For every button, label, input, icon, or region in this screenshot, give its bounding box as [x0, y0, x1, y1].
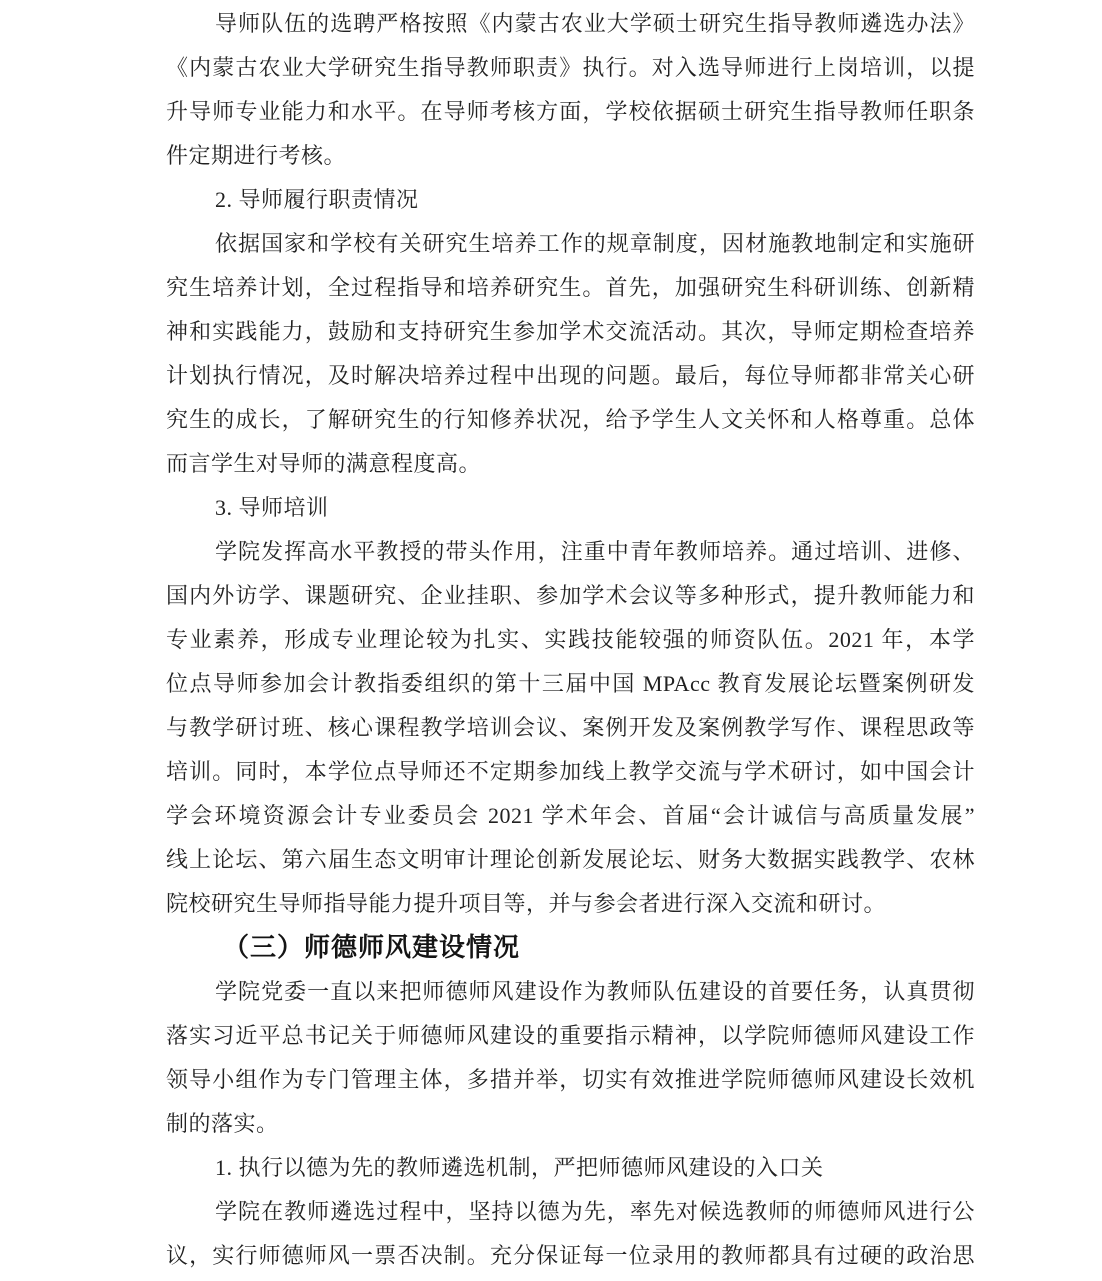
document-content — [166, 2, 975, 1278]
text-line: 神和实践能力，鼓励和支持研究生参加学术交流活动。其次，导师定期检查培养 — [166, 319, 975, 344]
text-line: 国内外访学、课题研究、企业挂职、参加学术会议等多种形式，提升教师能力和 — [166, 583, 975, 608]
text-line: 《内蒙古农业大学研究生指导教师职责》执行。对入选导师进行上岗培训，以提 — [166, 55, 975, 80]
text-line: 计划执行情况，及时解决培养过程中出现的问题。最后，每位导师都非常关心研 — [166, 363, 975, 388]
paragraph — [166, 530, 975, 926]
paragraph — [166, 970, 975, 1146]
text-line: 学院党委一直以来把师德师风建设作为教师队伍建设的首要任务，认真贯彻 — [215, 979, 975, 1004]
paragraph — [166, 222, 975, 486]
paragraph — [166, 486, 975, 530]
text-line: 议，实行师德师风一票否决制。充分保证每一位录用的教师都具有过硬的政治思 — [166, 1243, 975, 1268]
text-line: 制的落实。 — [166, 1111, 279, 1136]
text-line: 升导师专业能力和水平。在导师考核方面，学校依据硕士研究生指导教师任职条 — [166, 99, 975, 124]
text-line: 究生培养计划，全过程指导和培养研究生。首先，加强研究生科研训练、创新精 — [166, 275, 975, 300]
paragraph — [166, 1190, 975, 1278]
paragraph — [166, 178, 975, 222]
text-line: 领导小组作为专门管理主体，多措并举，切实有效推进学院师德师风建设长效机 — [166, 1067, 975, 1092]
section-heading — [166, 926, 975, 970]
paragraph — [166, 2, 975, 178]
paragraph — [166, 1146, 975, 1190]
text-line: 究生的成长，了解研究生的行知修养状况，给予学生人文关怀和人格尊重。总体 — [166, 407, 975, 432]
text-line: 3. 导师培训 — [215, 495, 329, 520]
text-line: 学院在教师遴选过程中，坚持以德为先，率先对候选教师的师德师风进行公 — [215, 1199, 975, 1224]
text-line: 线上论坛、第六届生态文明审计理论创新发展论坛、财务大数据实践教学、农林 — [166, 847, 975, 872]
text-line: 2. 导师履行职责情况 — [215, 187, 419, 212]
text-line: 落实习近平总书记关于师德师风建设的重要指示精神，以学院师德师风建设工作 — [166, 1023, 975, 1048]
text-line: 培训。同时，本学位点导师还不定期参加线上教学交流与学术研讨，如中国会计 — [166, 759, 975, 784]
text-line: 位点导师参加会计教指委组织的第十三届中国 MPAcc 教育发展论坛暨案例研发 — [166, 671, 975, 696]
text-line: 专业素养，形成专业理论较为扎实、实践技能较强的师资队伍。2021 年，本学 — [166, 627, 975, 652]
text-line: 依据国家和学校有关研究生培养工作的规章制度，因材施教地制定和实施研 — [215, 231, 975, 256]
text-line: 导师队伍的选聘严格按照《内蒙古农业大学硕士研究生指导教师遴选办法》 — [215, 11, 975, 36]
text-line: 院校研究生导师指导能力提升项目等，并与参会者进行深入交流和研讨。 — [166, 891, 887, 916]
text-line: 学会环境资源会计专业委员会 2021 学术年会、首届“会计诚信与高质量发展” — [166, 803, 975, 828]
text-line: 而言学生对导师的满意程度高。 — [166, 451, 482, 476]
text-line: 学院发挥高水平教授的带头作用，注重中青年教师培养。通过培训、进修、 — [215, 539, 975, 564]
text-line: 与教学研讨班、核心课程教学培训会议、案例开发及案例教学写作、课程思政等 — [166, 715, 975, 740]
text-line: 件定期进行考核。 — [166, 143, 347, 168]
section-heading-text: （三）师德师风建设情况 — [223, 933, 521, 962]
text-line: 1. 执行以德为先的教师遴选机制，严把师德师风建设的入口关 — [215, 1155, 824, 1180]
